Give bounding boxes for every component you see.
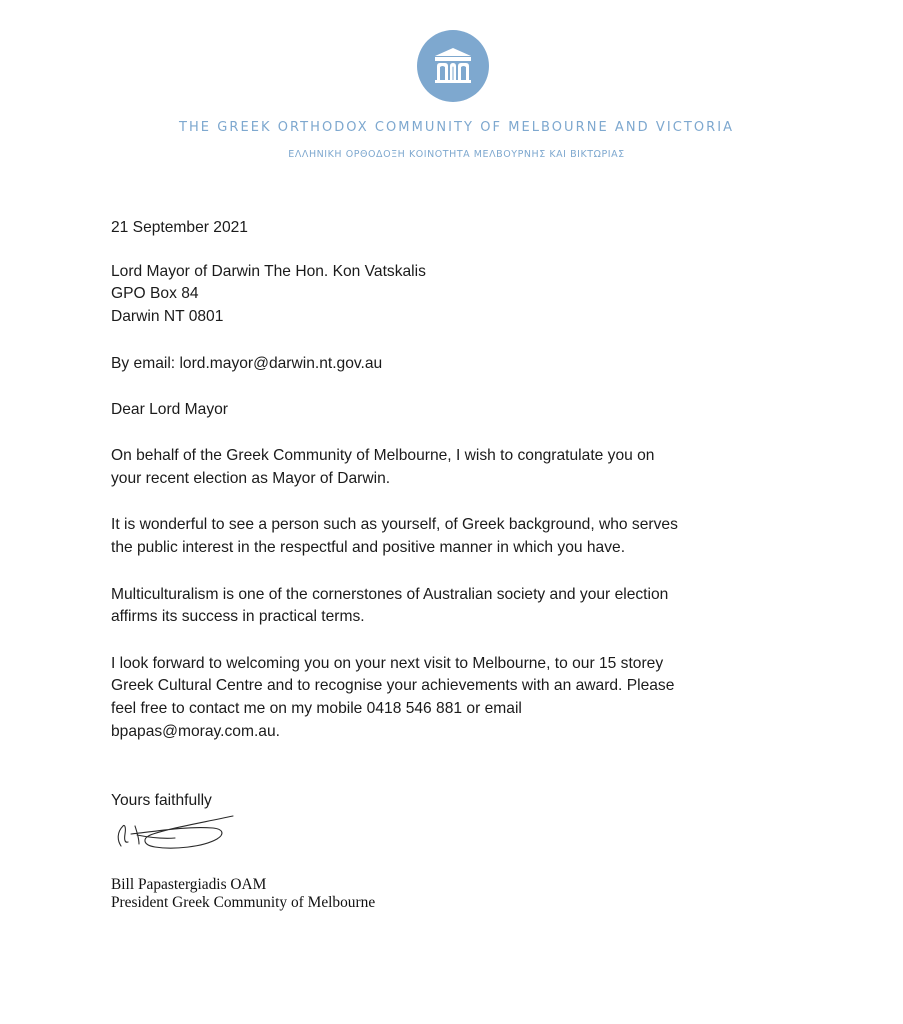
paragraph-1-line-1: On behalf of the Greek Community of Melbourne, I wish to congratulate you on <box>111 447 655 464</box>
email-line: By email: lord.mayor@darwin.nt.gov.au <box>111 355 383 372</box>
handwritten-signature <box>113 812 237 854</box>
letter-date: 21 September 2021 <box>111 219 248 236</box>
recipient-line-3: Darwin NT 0801 <box>111 308 224 325</box>
closing: Yours faithfully <box>111 792 212 809</box>
paragraph-4-line-1: I look forward to welcoming you on your next visit to Melbourne, to our 15 storey <box>111 655 664 672</box>
paragraph-1-line-2: your recent election as Mayor of Darwin. <box>111 470 391 487</box>
paragraph-2-line-2: the public interest in the respectful and positive manner in which you have. <box>111 539 626 556</box>
recipient-line-2: GPO Box 84 <box>111 285 199 302</box>
paragraph-4-line-4: bpapas@moray.com.au. <box>111 723 280 740</box>
paragraph-4-line-3: feel free to contact me on my mobile 0418 546 881 or email <box>111 700 522 717</box>
signer-name: Bill Papastergiadis OAM <box>111 876 267 893</box>
paragraph-4-line-2: Greek Cultural Centre and to recognise your achievements with an award. Please <box>111 677 675 694</box>
paragraph-3-line-2: affirms its success in practical terms. <box>111 608 365 625</box>
temple-columns-icon <box>417 30 489 102</box>
organization-name-english: THE GREEK ORTHODOX COMMUNITY OF MELBOURNE AND VICTORIA <box>178 120 735 135</box>
organization-name-greek: ΕΛΛΗΝΙΚΗ ΟΡΘΟΔΟΞΗ ΚΟΙΝΟΤΗΤΑ ΜΕΛΒΟΥΡΝΗΣ ΚΑΙ ΒΙΚΤΩΡΙΑΣ <box>288 149 625 160</box>
paragraph-3-line-1: Multiculturalism is one of the cornerstones of Australian society and your election <box>111 586 669 603</box>
paragraph-2-line-1: It is wonderful to see a person such as yourself, of Greek background, who serves <box>111 516 678 533</box>
recipient-line-1: Lord Mayor of Darwin The Hon. Kon Vatskalis <box>111 263 426 280</box>
salutation: Dear Lord Mayor <box>111 401 228 418</box>
signer-title: President Greek Community of Melbourne <box>111 894 376 911</box>
